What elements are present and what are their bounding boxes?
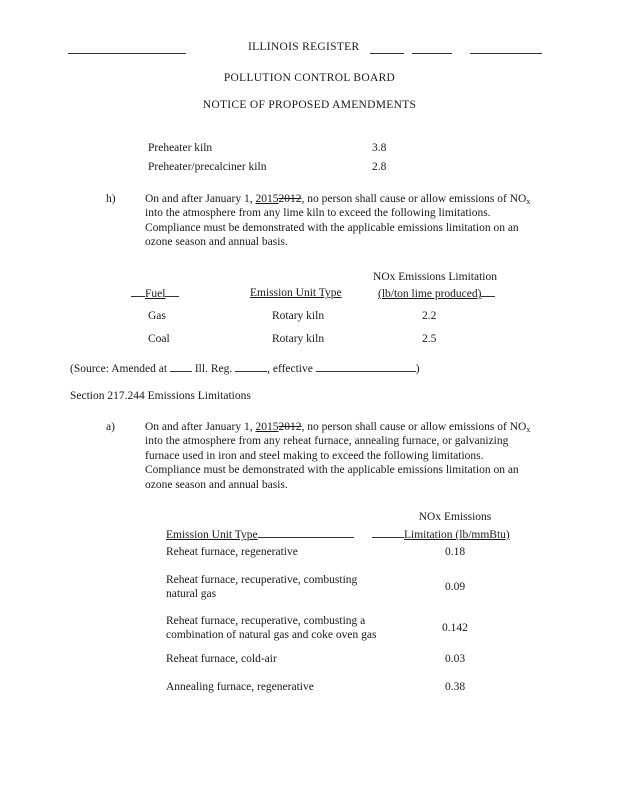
para-h-text-3: into the atmosphere from any lime kiln to exceed the following limitations. Compliance must be demonstrated with the applicable emissions limitation on an ozone season and annual basis. [145,207,519,249]
board-title: POLLUTION CONTROL BOARD [223,72,396,84]
furnace-limit-header-2-text: Limitation (lb/mmBtu) [404,529,510,541]
para-a-nox-sub: x [526,425,531,434]
source-blank-3 [316,361,416,372]
kiln-row-2-value: 2.8 [372,161,387,173]
para-h-nox-sub: x [526,197,531,206]
kiln-row-2-type: Preheater/precalciner kiln [148,161,267,173]
notice-title: NOTICE OF PROPOSED AMENDMENTS [202,99,417,111]
furnace-row-1-value: 0.18 [445,546,466,558]
header-rule-right [470,53,542,54]
lime-row-2-type: Rotary kiln [272,333,325,345]
furnace-row-2-value: 0.09 [445,581,466,593]
lime-limit-header-rule [481,286,495,297]
lime-limit-header-2-text: (lb/ton lime produced) [378,288,482,300]
register-title: ILLINOIS REGISTER [248,41,360,53]
para-a-new-year: 2015 [255,421,279,433]
lime-limit-header-1: NOx Emissions Limitation [373,271,497,283]
para-a-text [145,420,540,492]
lime-col-fuel-rule-left [131,286,145,297]
header-rule-left [68,53,186,54]
lime-col-fuel-rule-right [165,286,179,297]
section-heading: Section 217.244 Emissions Limitations [70,390,251,402]
furnace-col-type-rule [258,527,354,538]
furnace-row-2-type: Reheat furnace, recuperative, combusting natural gas [166,574,358,601]
furnace-limit-header-1: NOx Emissions [418,511,492,523]
lime-row-2-fuel: Coal [148,333,170,345]
furnace-row-3-type: Reheat furnace, recuperative, combusting a combination of natural gas and coke oven gas [166,615,377,642]
lime-limit-header-2 [378,286,495,301]
furnace-row-4-value: 0.03 [445,653,466,665]
para-h-text [145,192,540,250]
source-text-3: , effective [267,363,313,375]
lime-row-1-fuel: Gas [148,310,166,322]
para-h-text-2: , no person shall cause or allow emissions of NO [301,193,527,205]
source-text-2: Ill. Reg. [194,363,233,375]
furnace-col-type [166,527,354,542]
furnace-limit-header-2 [372,527,510,542]
para-a-label: a) [106,421,115,433]
source-text-4: ) [415,363,420,375]
furnace-row-5-type: Annealing furnace, regenerative [166,681,314,693]
source-blank-2 [235,361,267,372]
furnace-row-4-type: Reheat furnace, cold-air [166,653,277,665]
furnace-row-5-value: 0.38 [445,681,466,693]
furnace-limit-header-rule [372,527,404,538]
para-h-old-year: 2012 [278,193,302,205]
para-a-text-3: into the atmosphere from any reheat furnace, annealing furnace, or galvanizing furnace used in iron and steel making to exceed the following limitations. Compliance must be demonstrated with the applicable emissions limitation on an ozone season and annual basis. [145,435,519,491]
furnace-row-3-value: 0.142 [442,622,468,634]
source-text-1: (Source: Amended at [70,363,168,375]
header-rule-mid-2 [412,53,452,54]
kiln-row-1-type: Preheater kiln [148,142,213,154]
furnace-row-1-type: Reheat furnace, regenerative [166,546,298,558]
lime-col-fuel-text: Fuel [145,288,166,300]
para-h-label: h) [106,193,116,205]
para-h-new-year: 2015 [255,193,279,205]
lime-col-fuel [131,286,179,301]
header-rule-mid-1 [370,53,404,54]
kiln-row-1-value: 3.8 [372,142,387,154]
para-h-text-1: On and after January 1, [145,193,256,205]
furnace-col-type-text: Emission Unit Type [166,529,258,541]
para-a-old-year: 2012 [278,421,302,433]
para-a-text-2: , no person shall cause or allow emissions of NO [301,421,527,433]
source-blank-1 [170,361,192,372]
source-line [70,361,420,376]
para-a-text-1: On and after January 1, [145,421,256,433]
lime-row-2-value: 2.5 [422,333,437,345]
lime-row-1-type: Rotary kiln [272,310,325,322]
lime-row-1-value: 2.2 [422,310,437,322]
lime-col-type: Emission Unit Type [250,287,342,299]
